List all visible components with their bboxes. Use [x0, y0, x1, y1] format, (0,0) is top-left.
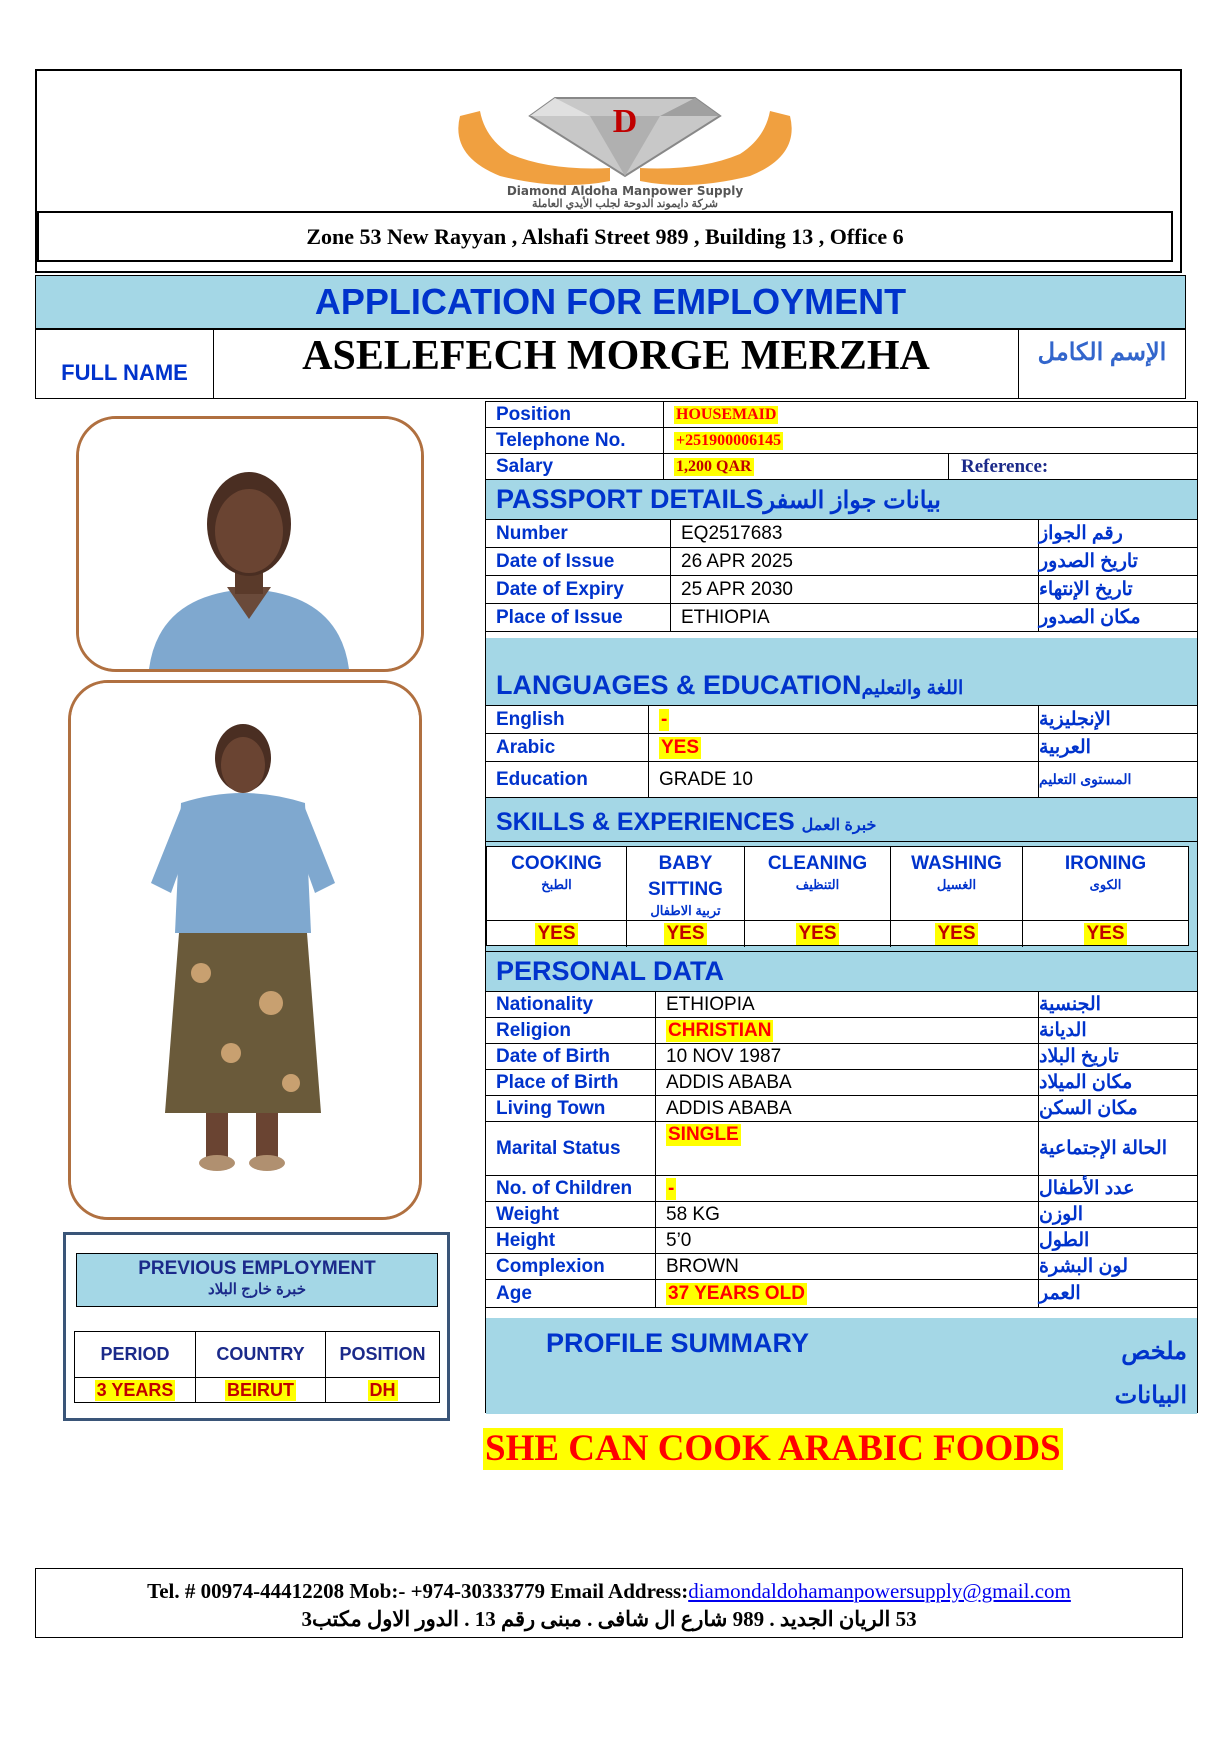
previous-employment-title: PREVIOUS EMPLOYMENT: [138, 1258, 376, 1279]
personal-label-ar: مكان السكن: [1039, 1098, 1138, 1119]
country-header: COUNTRY: [196, 1332, 326, 1378]
skill-name: BABY SITTING: [648, 853, 723, 900]
skills-section-header: [486, 798, 1197, 842]
personal-row: [486, 1254, 1197, 1280]
language-row: [486, 762, 1197, 798]
portrait-person-icon: [79, 419, 421, 669]
skill-header: [627, 847, 745, 921]
passport-row: [486, 604, 1197, 632]
passport-label: Number: [486, 520, 671, 547]
skill-name: WASHING: [911, 853, 1002, 874]
profile-summary-title: PROFILE SUMMARY: [546, 1328, 809, 1358]
profile-summary-title-ar: ملخص البيانات: [1114, 1338, 1187, 1409]
period-header: PERIOD: [75, 1332, 196, 1378]
skill-value: YES: [937, 923, 976, 944]
passport-row: [486, 548, 1197, 576]
passport-value: 26 APR 2025: [681, 550, 793, 572]
personal-label-ar: لون البشرة: [1039, 1256, 1129, 1277]
position-value-prev: DH: [369, 1379, 396, 1400]
skill-name: IRONING: [1064, 853, 1147, 874]
personal-value: 5’0: [666, 1229, 692, 1251]
position-row: [486, 402, 1197, 428]
personal-value: 58 KG: [666, 1203, 720, 1225]
skill-header: [1023, 847, 1188, 921]
footer-address-ar: 53 الريان الجديد . 989 شارع ال شافى . مبنى رقم 13 . الدور الاول مكتب3: [301, 1607, 917, 1631]
full-name-row: [35, 329, 1186, 399]
salary-row: [486, 454, 1197, 480]
passport-label-ar: تاريخ الصدور: [1039, 551, 1138, 572]
personal-value: 10 NOV 1987: [666, 1045, 782, 1067]
skill-name-ar: الطبخ: [541, 877, 572, 892]
salary-label: Salary: [486, 454, 664, 479]
passport-label: Date of Expiry: [486, 576, 671, 603]
profile-summary-header: [486, 1318, 1197, 1414]
passport-section-header: [486, 480, 1197, 520]
skill-name-ar: تربية الاطفال: [650, 903, 721, 918]
personal-value: ADDIS ABABA: [666, 1071, 792, 1093]
personal-row: [486, 1070, 1197, 1096]
details-panel: [485, 401, 1198, 1413]
language-label-ar: العربية: [1039, 737, 1091, 758]
page-title: APPLICATION FOR EMPLOYMENT: [35, 275, 1186, 329]
language-label-ar: المستوى التعليم: [1039, 771, 1132, 787]
footer-contact: [35, 1568, 1183, 1638]
language-row: [486, 706, 1197, 734]
personal-row: [486, 1044, 1197, 1070]
full-name-label: FULL NAME: [36, 330, 214, 398]
personal-label-ar: الديانة: [1039, 1020, 1087, 1041]
personal-label: No. of Children: [486, 1176, 656, 1201]
skill-name-ar: التنظيف: [795, 877, 840, 892]
full-name-value: ASELEFECH MORGE MERZHA: [214, 330, 1019, 398]
reference-label: Reference:: [961, 455, 1049, 477]
personal-label-ar: الحالة الإجتماعية: [1039, 1137, 1167, 1159]
full-body-person-icon: [71, 683, 419, 1217]
passport-label: Place of Issue: [486, 604, 671, 631]
passport-label-ar: تاريخ الإنتهاء: [1039, 579, 1133, 600]
personal-label: Age: [486, 1280, 656, 1307]
personal-label-ar: الوزن: [1039, 1204, 1084, 1225]
skill-header: [891, 847, 1023, 921]
personal-row: [486, 992, 1197, 1018]
language-label-ar: الإنجليزية: [1039, 709, 1111, 730]
position-value: HOUSEMAID: [676, 405, 777, 423]
previous-employment-header: [76, 1253, 438, 1307]
skills-table: [486, 846, 1189, 946]
position-header: POSITION: [326, 1332, 439, 1378]
personal-value: BROWN: [666, 1255, 739, 1277]
personal-value: SINGLE: [668, 1124, 739, 1145]
logo-name-ar: شركة دايموند الدوحة لجلب الأيدي العاملة: [532, 198, 718, 210]
passport-value: ETHIOPIA: [681, 606, 770, 628]
skills-table-area: [486, 842, 1197, 952]
telephone-value: +251900006145: [676, 431, 782, 449]
passport-label: Date of Issue: [486, 548, 671, 575]
footer-email-link[interactable]: diamondaldohamanpowersupply@gmail.com: [688, 1579, 1071, 1603]
personal-label: Living Town: [486, 1096, 656, 1121]
svg-text:D: D: [612, 103, 638, 140]
personal-row: [486, 1018, 1197, 1044]
passport-value: 25 APR 2030: [681, 578, 793, 600]
skill-header: [745, 847, 891, 921]
position-label: Position: [486, 402, 664, 427]
skill-value: YES: [1086, 923, 1125, 944]
personal-value: 37 YEARS OLD: [668, 1282, 805, 1304]
personal-value: CHRISTIAN: [668, 1019, 772, 1041]
passport-label-ar: رقم الجواز: [1039, 523, 1123, 544]
passport-title: PASSPORT DETAILS: [496, 484, 764, 514]
personal-label-ar: تاريخ البلاد: [1039, 1046, 1119, 1067]
personal-row: [486, 1202, 1197, 1228]
passport-row: [486, 520, 1197, 548]
period-value: 3 YEARS: [96, 1379, 174, 1400]
skill-name-ar: الكوى: [1089, 877, 1122, 892]
personal-label: Nationality: [486, 992, 656, 1017]
personal-row: [486, 1096, 1197, 1122]
passport-title-ar: بيانات جواز السفر: [763, 487, 941, 514]
personal-title: PERSONAL DATA: [496, 956, 725, 986]
portrait-photo: [76, 416, 424, 672]
personal-value: ETHIOPIA: [666, 993, 755, 1015]
personal-label: Marital Status: [486, 1122, 656, 1175]
skill-name-ar: الغسيل: [936, 877, 977, 892]
personal-label-ar: مكان الميلاد: [1039, 1072, 1133, 1093]
country-value: BEIRUT: [227, 1379, 294, 1400]
skill-name: COOKING: [511, 853, 602, 874]
language-value: GRADE 10: [659, 768, 753, 790]
skill-value: YES: [798, 923, 837, 944]
personal-label: Complexion: [486, 1254, 656, 1279]
personal-value: -: [668, 1177, 675, 1199]
skill-name: CLEANING: [767, 853, 868, 874]
telephone-row: [486, 428, 1197, 454]
personal-row: [486, 1280, 1197, 1308]
personal-label: Place of Birth: [486, 1070, 656, 1095]
previous-employment-title-ar: خبرة خارج البلاد: [208, 1281, 306, 1298]
personal-label: Height: [486, 1228, 656, 1253]
footer-phones: Tel. # 00974-44412208 Mob:- +974-30333779 Email Address:: [147, 1579, 689, 1603]
skills-title-ar: خبرة العمل: [801, 817, 877, 834]
personal-label-ar: الطول: [1039, 1230, 1090, 1251]
language-label: English: [486, 706, 649, 733]
personal-label-ar: الجنسية: [1039, 994, 1101, 1015]
personal-row: [486, 1122, 1197, 1176]
personal-label: Date of Birth: [486, 1044, 656, 1069]
personal-section-header: [486, 952, 1197, 992]
personal-row: [486, 1228, 1197, 1254]
personal-value: ADDIS ABABA: [666, 1097, 792, 1119]
language-value: -: [661, 708, 668, 730]
languages-title: LANGUAGES & EDUCATION: [496, 670, 862, 700]
personal-row: [486, 1176, 1197, 1202]
passport-value: EQ2517683: [681, 522, 783, 544]
full-name-label-ar: الإسم الكامل: [1037, 339, 1167, 366]
skill-header: [487, 847, 627, 921]
profile-summary-text: SHE CAN COOK ARABIC FOODS: [485, 1428, 1061, 1469]
previous-employment-box: [63, 1232, 450, 1421]
personal-label: Weight: [486, 1202, 656, 1227]
skills-title: SKILLS & EXPERIENCES: [496, 808, 795, 836]
salary-value: 1,200 QAR: [676, 457, 752, 475]
language-row: [486, 734, 1197, 762]
languages-section-header: [486, 638, 1197, 706]
skill-value: YES: [537, 923, 576, 944]
passport-row: [486, 576, 1197, 604]
passport-label-ar: مكان الصدور: [1039, 607, 1141, 628]
personal-label-ar: عدد الأطفال: [1039, 1178, 1135, 1199]
personal-label-ar: العمر: [1039, 1283, 1081, 1304]
language-label: Education: [486, 762, 649, 797]
language-value: YES: [661, 736, 700, 758]
language-label: Arabic: [486, 734, 649, 761]
company-address: Zone 53 New Rayyan , Alshafi Street 989 , Building 13 , Office 6: [37, 211, 1173, 262]
previous-employment-table: [74, 1331, 440, 1403]
languages-title-ar: اللغة والتعليم: [861, 678, 964, 699]
telephone-label: Telephone No.: [486, 428, 664, 453]
company-logo: [440, 76, 810, 210]
personal-label: Religion: [486, 1018, 656, 1043]
full-body-photo: [68, 680, 422, 1220]
skill-value: YES: [666, 923, 705, 944]
logo-name-en: Diamond Aldoha Manpower Supply: [506, 184, 744, 198]
